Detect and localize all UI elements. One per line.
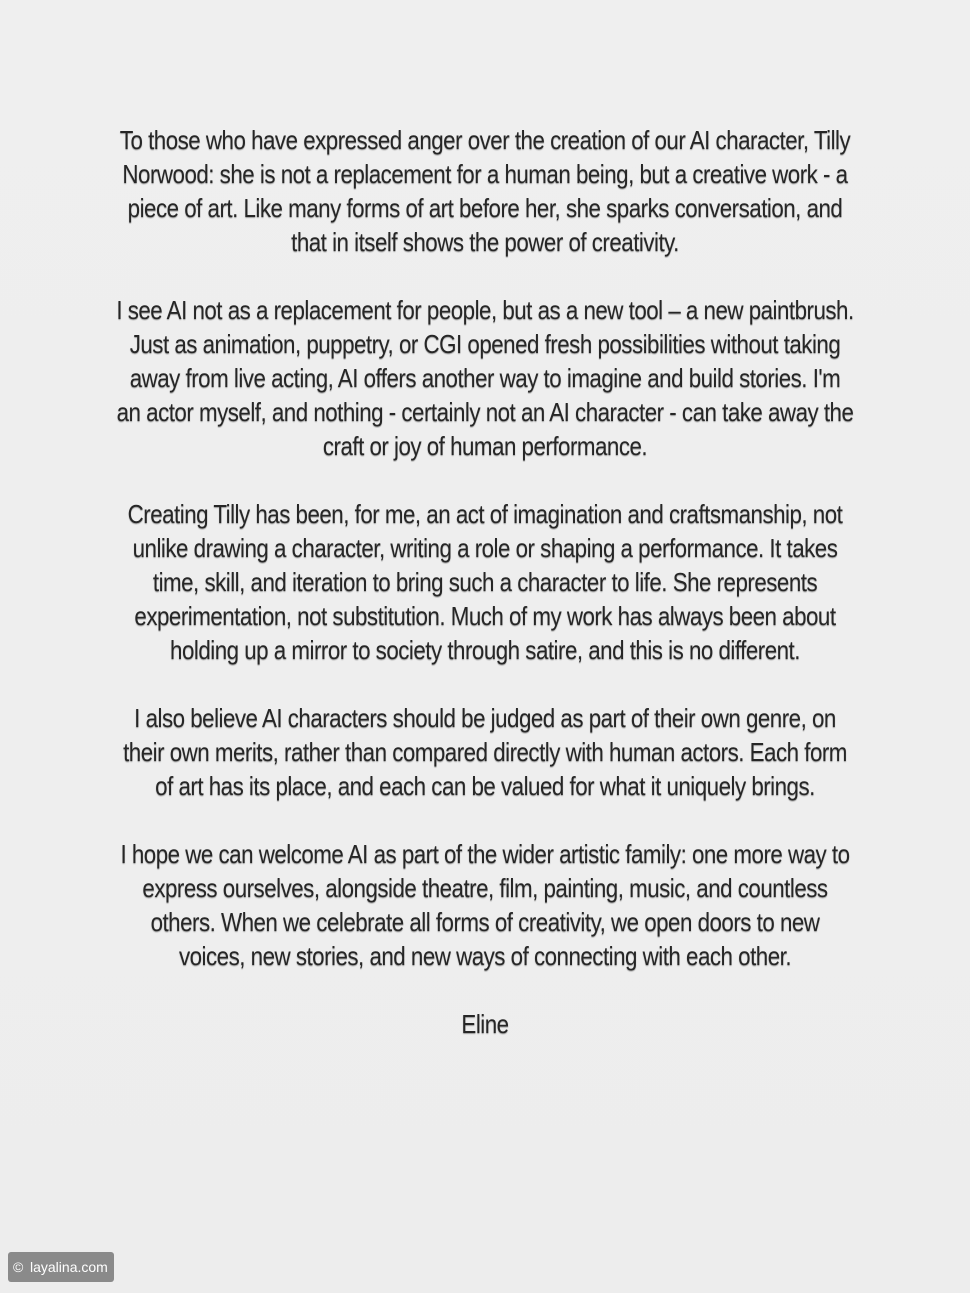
signature: Eline [461,1009,509,1039]
watermark-text: layalina.com [30,1259,108,1275]
copyright-icon: © [13,1259,24,1275]
paragraph-5: I hope we can welcome AI as part of the wider artistic family: one more way to express ourselves, alongside theatre, film, painting, music, and countless others. When we celebrate all forms of creativity, we open doors to new voices, new stories, and new ways of connecting with each other. [120,839,850,971]
paragraph-3: Creating Tilly has been, for me, an act of imagination and craftsmanship, not unlike drawing a character, writing a role or shaping a performance. It takes time, skill, and iteration to bring such a character to life. She represents experimentation, not substitution. Much of my work has always been about holding up a mirror to society through satire, and this is no different. [127,499,843,665]
paragraph-2: I see AI not as a replacement for people, but as a new tool – a new paintbrush. Just as animation, puppetry, or CGI opened fresh possibilities without taking away from live acting, AI offers another way to imagine and build stories. I'm an actor myself, and nothing - certainly not an AI character - can take away the craft or joy of human performance. [116,295,854,461]
statement-text [115,123,855,1075]
paragraph-1: To those who have expressed anger over the creation of our AI character, Tilly Norwood: she is not a replacement for a human being, but a creative work - a piece of art. Like many forms of art before her, she sparks conversation, and that in itself shows the power of creativity. [119,125,851,257]
paragraph-4: I also believe AI characters should be judged as part of their own genre, on their own merits, rather than compared directly with human actors. Each form of art has its place, and each can be valued for what it uniquely brings. [123,703,847,801]
watermark [8,1252,114,1282]
